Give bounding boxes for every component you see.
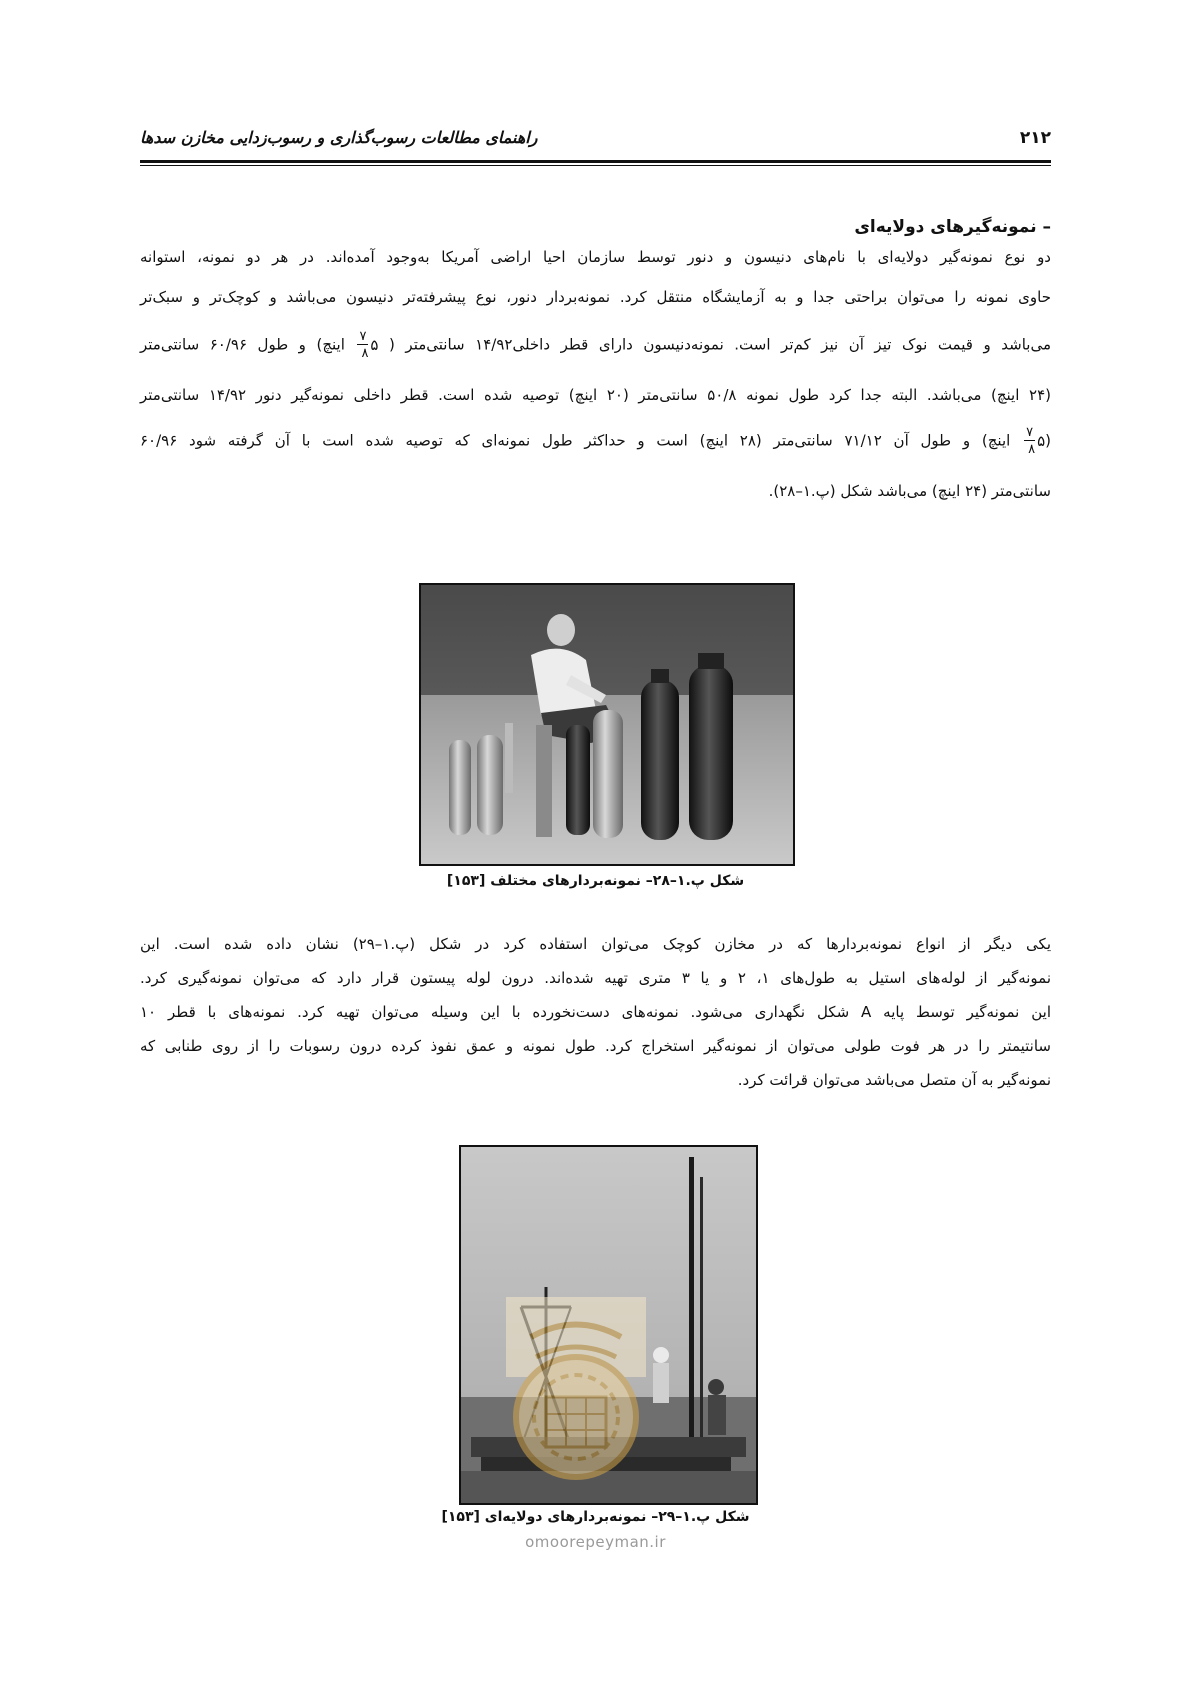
paragraph-2-line-3: این نمونه‌گیر توسط پایه A شکل نگهداری می‌شود. نمونه‌های دست‌نخورده با این وسیله می‌توان تهیه کرد. نمونه‌های با قطر ۱۰ <box>140 1003 1051 1021</box>
running-title: راهنمای مطالعات رسوب‌گذاری و رسوب‌زدایی مخازن سدها <box>140 128 538 147</box>
paragraph-1-line-3 <box>140 330 1051 360</box>
paragraph-1-line-6: سانتی‌متر (۲۴ اینچ) می‌باشد شکل (پ.۱–۲۸). <box>768 482 1051 500</box>
paragraph-1-line-5-text-b: اینچ) و طول آن ۷۱/۱۲ سانتی‌متر (۲۸ اینچ) است و حداکثر طول نمونه‌ای که توصیه شده است با آن گرفته شود ۶۰/۹۶ <box>140 431 1011 450</box>
page-number: ۲۱۲ <box>1019 128 1051 148</box>
watermark-website: omoorepeyman.ir <box>525 1533 666 1551</box>
paragraph-1-line-5 <box>140 426 1051 456</box>
fraction-whole: ۵ <box>1037 431 1046 450</box>
paragraph-2-line-1: یکی دیگر از انواع نمونه‌بردارها که در مخازن کوچک می‌توان استفاده کرد در شکل (پ.۱–۲۹) نشان داده شده است. این <box>140 935 1051 953</box>
fraction-numerator: ۷ <box>359 329 367 344</box>
paragraph-1-line-4: (۲۴ اینچ) می‌باشد. البته جدا کرد طول نمونه ۵۰/۸ سانتی‌متر (۲۰ اینچ) توصیه شده است. قطر داخلی نمونه‌گیر دنور ۱۴/۹۲ سانتی‌متر <box>140 386 1051 404</box>
figure-2-caption: شکل پ.۱–۲۹– نمونه‌بردارهای دولایه‌ای [۱۵۳] <box>441 1509 750 1525</box>
paragraph-2-line-2: نمونه‌گیر از لوله‌های استیل به طول‌های ۱، ۲ و یا ۳ متری تهیه شده‌اند. درون لوله پیستون قرار دارد که می‌توان نمونه‌گیری کرد. <box>140 969 1052 987</box>
paragraph-1 <box>140 248 1051 548</box>
fraction-seven-eighths <box>1024 426 1035 456</box>
paragraph-2-line-4: سانتیمتر را در هر فوت طولی می‌توان از نمونه‌گیر استخراج کرد. طول نمونه و عمق نفوذ کرده درون رسوبات را از روی طنابی که <box>140 1037 1051 1055</box>
fraction-numerator: ۷ <box>1026 425 1034 440</box>
figure-1-caption: شکل پ.۱–۲۸– نمونه‌بردارهای مختلف [۱۵۳] <box>446 873 745 889</box>
header-rule <box>140 160 1051 166</box>
paragraph-1-line-2: حاوی نمونه را می‌توان براحتی جدا و به آزمایشگاه منتقل کرد. نمونه‌بردار دنور، نوع پیشرفته‌تر دنیسون می‌باشد و کوچک‌تر و سبک‌تر <box>140 288 1051 306</box>
mixed-fraction-diameter <box>355 329 379 361</box>
paragraph-1-line-5-text-a: ( <box>1045 431 1051 450</box>
paragraph-1-line-1: دو نوع نمونه‌گیر دولایه‌ای با نام‌های دنیسون و دنور توسط سازمان احیا اراضی آمریکا به‌وجود آمده‌اند. در هر دو نمونه، استوانه <box>140 248 1051 266</box>
section-heading: – نمونه‌گیرهای دولایه‌ای <box>854 217 1051 237</box>
watermark-seal-logo <box>501 1297 651 1487</box>
paragraph-2-line-5: نمونه‌گیر به آن متصل می‌باشد می‌توان قرائت کرد. <box>737 1071 1051 1089</box>
figure-samplers-photo <box>419 583 795 866</box>
page-header <box>140 128 1051 164</box>
paragraph-1-line-3-text-b: اینچ) و طول ۶۰/۹۶ سانتی‌متر <box>140 335 345 354</box>
figure-double-layer-sampler-photo <box>459 1145 758 1505</box>
paragraph-2 <box>140 935 1051 1135</box>
fraction-denominator: ۸ <box>361 346 369 361</box>
fraction-denominator: ۸ <box>1028 442 1036 457</box>
mixed-fraction-length <box>1022 425 1046 457</box>
paragraph-1-line-3-text-a: می‌باشد و قیمت نوک تیز آن نیز کم‌تر است. نمونه‌دنیسون دارای قطر داخلی۱۴/۹۲ سانتی‌متر ( <box>389 335 1051 354</box>
fraction-whole: ۵ <box>370 335 379 354</box>
samplers-photo-illustration <box>421 585 793 864</box>
fraction-seven-eighths <box>357 330 368 360</box>
